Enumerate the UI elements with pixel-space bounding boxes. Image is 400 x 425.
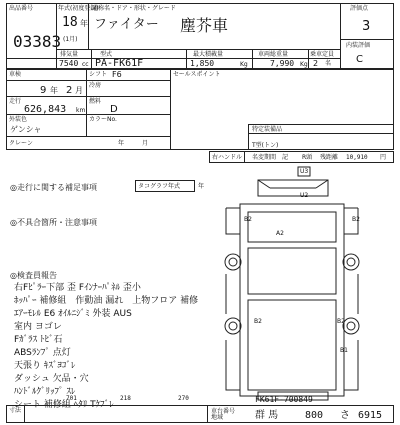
chassis-label: 車台番号 <box>211 408 236 415</box>
ownership-label: 名変期間 <box>252 154 277 161</box>
model-name: ファイター <box>94 17 159 32</box>
max-load-label: 最大積載量 <box>193 51 224 58</box>
capacity-unit: 名 <box>325 60 332 67</box>
report-line-7: 天張り ｷｽﾞﾖｺﾞﾚ <box>14 361 76 371</box>
ac-label: 冷房 <box>89 82 102 89</box>
tachograph-value: 年 <box>198 183 205 190</box>
year-unit: 年 <box>80 19 88 28</box>
inspector-label: ◎検査員報告 <box>10 271 57 280</box>
record-value: R頭 <box>302 154 313 161</box>
color-no-label: カラーNo. <box>89 116 117 123</box>
max-load-unit: Kg <box>240 61 248 68</box>
inspection-year: 9 <box>40 85 47 96</box>
year-label: 年式(初度登録) <box>58 5 99 12</box>
length-value: 701 <box>66 395 77 402</box>
report-line-5: Fｶﾞﾗｽ ﾄﾋﾞ石 <box>14 335 63 345</box>
interior-label: 内装評価 <box>346 42 371 49</box>
mark-b1: B1 <box>340 347 348 354</box>
crane-date: 年 月 <box>118 140 149 147</box>
type-label: 型式 <box>100 51 113 58</box>
region-value: 群 馬 <box>255 410 279 421</box>
mark-b2-bottom-right: B2 <box>337 318 345 325</box>
report-line-1: 右Fﾋﾟﾗｰ下部 歪 Fｲﾝﾅｰﾊﾟﾈﾙ 歪小 <box>14 283 141 293</box>
tachograph-label: タコグラフ年式 <box>138 183 181 190</box>
mileage-label: 走行 <box>9 98 22 105</box>
report-line-3: ｴｱｰﾓﾚﾙ E6 ｵｲﾙﾆｼﾞﾐ 外装 AUS <box>14 309 132 319</box>
change-record-label: ◎走行に関する補足事項 <box>10 183 97 192</box>
mileage-value: 626,843 <box>24 104 67 115</box>
report-line-2: ﾎｯﾊﾟｰ 補修組 作動油 漏れ 上物フロア 補修 <box>14 296 199 306</box>
mark-b2-left-top: B2 <box>244 216 252 223</box>
record-label: 記 <box>282 154 289 161</box>
mark-b2-bottom-left: B2 <box>254 318 262 325</box>
gross-weight-value: 7,990 <box>270 59 295 68</box>
width-value: 218 <box>120 395 131 402</box>
mark-b2-right-top: B2 <box>352 216 360 223</box>
cc-value: 7540 <box>59 59 79 68</box>
color-label: 外装色 <box>9 116 28 123</box>
defects-label: ◎不具合箇所・注意事項 <box>10 218 97 227</box>
max-load-value: 1,850 <box>190 59 215 68</box>
model-grade: 塵芥車 <box>180 16 229 35</box>
inspection-label: 車検 <box>9 71 22 78</box>
year-value: 18 <box>62 15 78 30</box>
report-line-10: シート 補修組 ﾍﾀﾘ Tｹﾌﾞﾚ <box>14 400 114 410</box>
height-value: 270 <box>178 395 189 402</box>
mark-u2: U2 <box>300 192 309 199</box>
interior-value: C <box>356 54 363 65</box>
distance-label: 残距離 <box>320 154 339 161</box>
capacity-value: 2 <box>313 59 319 68</box>
report-line-8: ダッシュ 欠品・穴 <box>14 374 89 384</box>
capacity-label: 乗車定員 <box>310 51 335 58</box>
lot-label: 出品番号 <box>9 5 34 12</box>
model-desc-label: 通称名・ドア・形状・グレード <box>92 5 176 12</box>
crane-label: クレーン <box>9 140 33 147</box>
inspection-year-unit: 年 <box>50 86 58 95</box>
cc-unit: cc <box>82 61 89 68</box>
color-value: ゲンシャ <box>10 125 42 134</box>
score-value: 3 <box>362 19 371 34</box>
year-month: (1月) <box>63 36 78 43</box>
sales-point-label: セールスポイント <box>173 71 221 78</box>
inspection-month-unit: 月 <box>75 86 83 95</box>
drive-label: 右ハンドル <box>212 154 243 161</box>
distance-unit: 円 <box>380 154 387 161</box>
footer-frame <box>6 405 394 423</box>
gross-weight-label: 車両総重量 <box>258 51 289 58</box>
mileage-unit: km <box>76 107 86 114</box>
wheel-front-left <box>225 254 241 270</box>
distance-value: 10,910 <box>346 154 368 161</box>
mark-a2: A2 <box>276 230 284 237</box>
wheel-rear-left <box>225 318 241 334</box>
dims-label: 寸法 <box>9 407 22 414</box>
plate-class: 800 <box>305 410 324 421</box>
shift-label: シフト <box>89 71 108 78</box>
wheel-front-right <box>343 254 359 270</box>
lot-number: 03383 <box>13 32 62 51</box>
region-label: 地域 <box>211 414 224 421</box>
chassis-value: FK61F-700849 <box>255 395 313 404</box>
ttype-label: T型(トン) <box>252 142 279 149</box>
plate-number: 6915 <box>358 410 383 421</box>
report-line-4: 室内 ヨゴレ <box>14 322 62 332</box>
cc-label: 排気量 <box>60 51 79 58</box>
inspection-month: 2 <box>66 85 73 96</box>
score-label: 評価点 <box>350 5 369 12</box>
gross-weight-unit: Kg <box>300 61 308 68</box>
report-line-6: ABSﾗﾝﾌﾟ 点灯 <box>14 348 71 358</box>
shift-value: F6 <box>112 70 122 79</box>
truck-damage-diagram <box>218 164 368 404</box>
mark-u3: U3 <box>300 168 309 175</box>
special-label: 特定装備品 <box>252 126 283 133</box>
report-line-9: ﾊﾝﾄﾞﾙｸﾞﾘｯﾌﾟ ｽﾚ <box>14 387 76 397</box>
fuel-value: D <box>110 104 118 115</box>
type-value: PA-FK61F <box>95 58 144 69</box>
wheel-rear-right <box>343 318 359 334</box>
fuel-label: 燃料 <box>89 98 102 105</box>
plate-kana: さ <box>340 410 350 421</box>
